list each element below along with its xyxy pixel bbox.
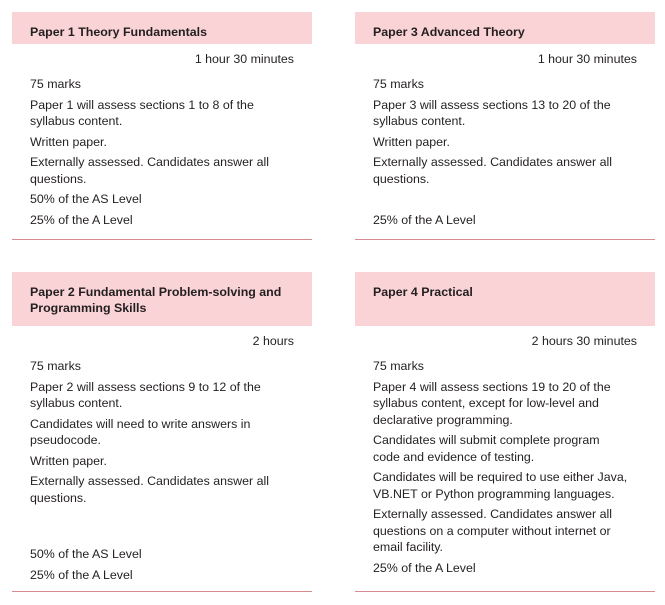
paper-4-duration: 2 hours 30 minutes xyxy=(531,334,637,348)
paper-2-card xyxy=(12,272,312,506)
paper-3-line-2: Written paper. xyxy=(373,134,450,149)
paper-2-marks: 75 marks xyxy=(30,359,81,373)
paper-1-marks: 75 marks xyxy=(30,77,81,91)
paper-2-title: Paper 2 Fundamental Problem-solving and Programming Skills xyxy=(12,272,312,326)
paper-2-duration: 2 hours xyxy=(252,334,294,348)
paper-3-bottom-rule xyxy=(355,239,655,240)
paper-3-marks: 75 marks xyxy=(373,77,424,91)
paper-2-line-2: Candidates will need to write answers in pseudocode. xyxy=(30,416,251,447)
paper-1-weight-a: 25% of the A Level xyxy=(30,212,133,227)
paper-3-line-3: Externally assessed. Candidates answer all questions. xyxy=(373,155,612,186)
paper-4-line-1: Paper 4 will assess sections 19 to 20 of the syllabus content, except for low-level and declarative programming. xyxy=(373,379,611,427)
paper-2-bottom-rule xyxy=(12,591,312,592)
paper-4-weight-a: 25% of the A Level xyxy=(373,560,476,575)
paper-2-line-1: Paper 2 will assess sections 9 to 12 of the syllabus content. xyxy=(30,379,261,410)
paper-4-line-3: Candidates will be required to use either Java, VB.NET or Python programming languages. xyxy=(373,470,628,501)
paper-4-marks: 75 marks xyxy=(373,359,424,373)
paper-4-line-4: Externally assessed. Candidates answer all questions on a computer without internet or email facility. xyxy=(373,507,612,554)
paper-3-line-1: Paper 3 will assess sections 13 to 20 of the syllabus content. xyxy=(373,97,611,128)
paper-1-line-2: Written paper. xyxy=(30,134,107,149)
paper-1-line-1: Paper 1 will assess sections 1 to 8 of the syllabus content. xyxy=(30,97,254,128)
paper-2-weight-as: 50% of the AS Level xyxy=(30,547,142,561)
paper-3-duration: 1 hour 30 minutes xyxy=(537,52,637,66)
paper-2-line-3: Written paper. xyxy=(30,453,107,468)
paper-2-line-4: Externally assessed. Candidates answer all questions. xyxy=(30,474,269,505)
paper-1-weight-as: 50% of the AS Level xyxy=(30,192,142,206)
paper-1-line-3: Externally assessed. Candidates answer all questions. xyxy=(30,155,269,186)
paper-3-weight-a: 25% of the A Level xyxy=(373,213,476,227)
paper-4-title: Paper 4 Practical xyxy=(355,272,655,326)
paper-3-title: Paper 3 Advanced Theory xyxy=(355,12,655,44)
paper-1-card xyxy=(12,12,312,228)
paper-1-title: Paper 1 Theory Fundamentals xyxy=(12,12,312,44)
paper-2-weight-a: 25% of the A Level xyxy=(30,568,133,582)
paper-1-bottom-rule xyxy=(12,239,312,240)
paper-4-card xyxy=(355,272,655,576)
paper-4-line-2: Candidates will submit complete program code and evidence of testing. xyxy=(373,433,600,464)
paper-4-bottom-rule xyxy=(355,591,655,592)
paper-3-card xyxy=(355,12,655,229)
paper-1-duration: 1 hour 30 minutes xyxy=(194,52,294,66)
